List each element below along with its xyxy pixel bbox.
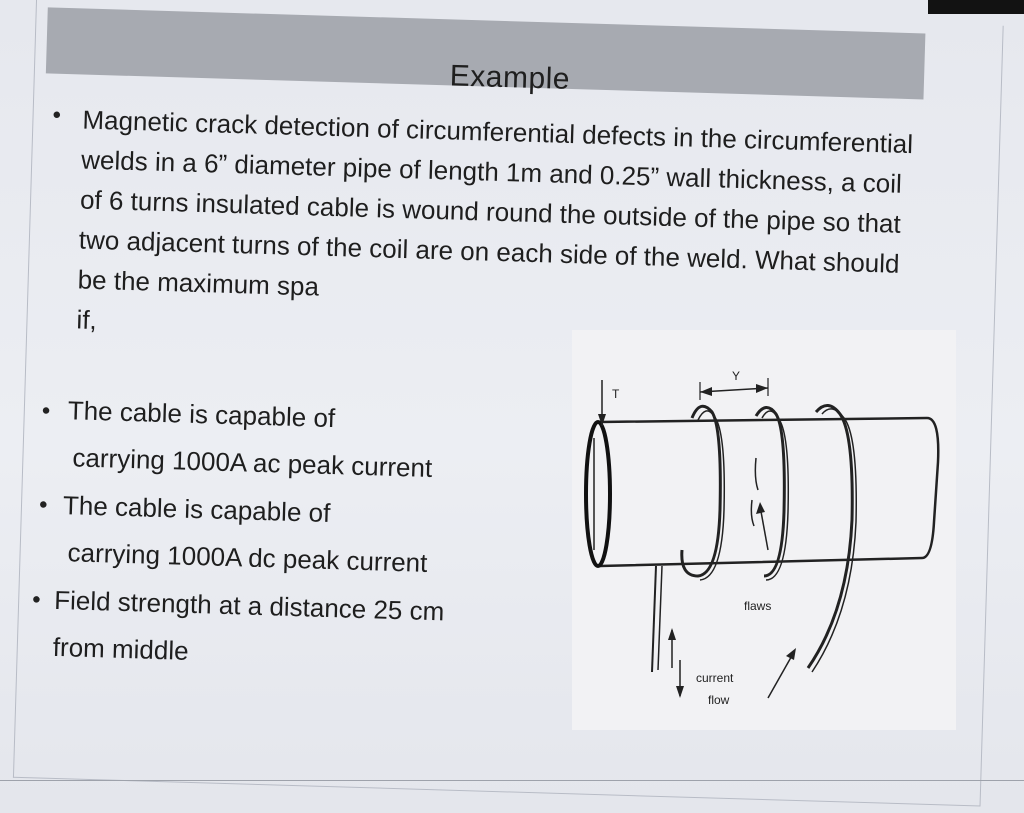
dark-corner — [928, 0, 1024, 14]
bullet-dot: • — [52, 101, 62, 129]
coil-diagram-svg — [572, 330, 956, 730]
coil-turn-1 — [682, 406, 721, 576]
current-arrow-right — [786, 648, 796, 660]
problem-text: Magnetic crack detection of circumferential defects in the circumferential welds in a 6” diameter pipe of length 1m and 0.25” wall thickness, a coil of 6 turns insulated cable is wound round the outside of the pipe so that two adjacent turns of the coil are on each side of the weld. What should be the maximum spa — [77, 104, 914, 302]
flaw-mark — [751, 458, 758, 526]
coil-turn-2 — [756, 407, 784, 576]
bullet-field-line2: from middle — [52, 631, 190, 666]
bullet-dot: • — [38, 491, 48, 519]
label-flaws: flaws — [744, 599, 772, 613]
pipe-end — [586, 422, 610, 566]
bullet-field — [52, 577, 445, 683]
pipe-body — [600, 418, 938, 566]
bullet-dot: • — [41, 397, 51, 425]
problem-statement — [76, 100, 923, 365]
bullet-ac — [66, 387, 435, 492]
bullet-ac-line1: The cable is capable of — [67, 395, 336, 434]
label-y: Y — [732, 369, 741, 383]
slide-bottom-edge — [0, 780, 1024, 781]
label-current: current — [696, 671, 734, 685]
current-arrow-right-line — [768, 652, 794, 698]
label-t: T — [612, 387, 620, 401]
bullet-field-line1: Field strength at a distance 25 cm — [53, 584, 445, 627]
slide-title: Example — [449, 59, 571, 96]
bullet-dc-line1: The cable is capable of — [62, 490, 331, 529]
lead-wire-2 — [658, 566, 662, 670]
lead-wire — [652, 566, 656, 672]
problem-tail: if, — [76, 304, 98, 336]
label-flow: flow — [708, 693, 730, 707]
flaw-arrow-head — [756, 502, 765, 514]
bullet-dc — [61, 482, 430, 587]
y-arrow-left — [700, 387, 712, 396]
current-arrow-up — [668, 628, 676, 640]
bullet-dot: • — [31, 586, 42, 614]
bullet-dc-line2: carrying 1000A dc peak current — [67, 537, 428, 578]
coil-diagram — [572, 330, 956, 730]
y-arrow-right — [756, 384, 768, 393]
coil-turn-3 — [808, 405, 852, 668]
bullet-ac-line2: carrying 1000A ac peak current — [72, 442, 433, 484]
current-arrow-down — [676, 686, 684, 698]
